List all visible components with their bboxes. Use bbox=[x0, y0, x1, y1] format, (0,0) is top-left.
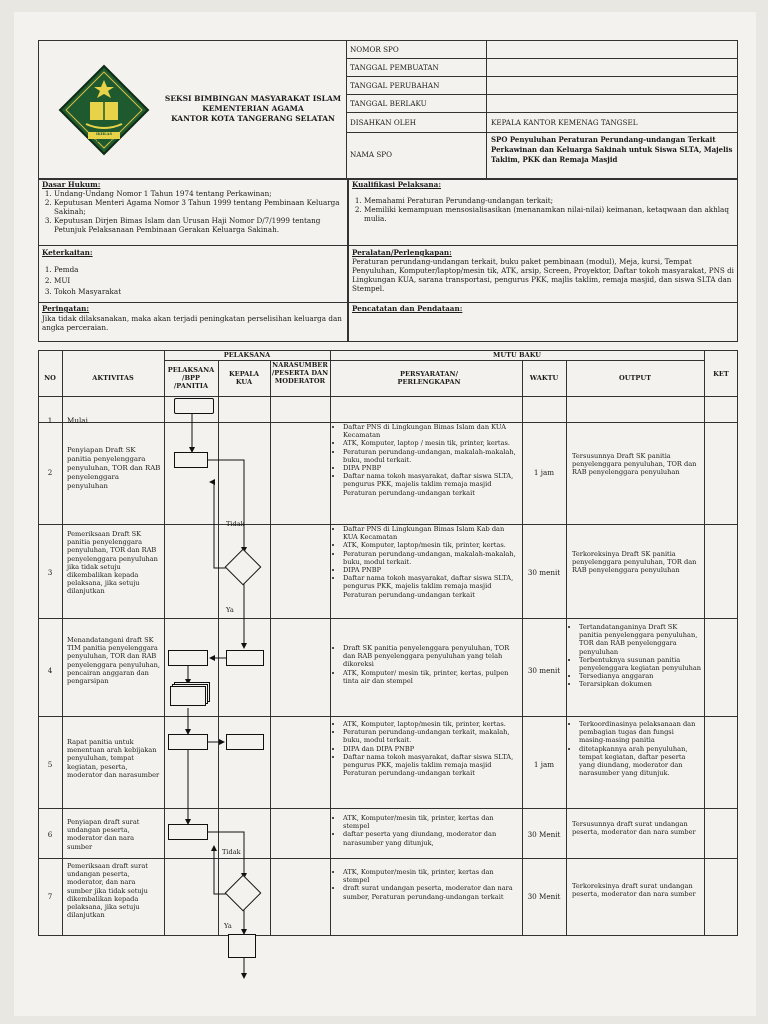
persyaratan-item: • ATK, Komputer/mesin tik, printer, kertas dan stempel bbox=[343, 868, 520, 884]
row-aktivitas: Menandatangani draft SK TIM panitia penyelenggara penyuluhan, TOR dan RAB penyelenggara penyuluhan, pencairan anggaran dan pengarsipan bbox=[67, 636, 161, 686]
pencatatan-title: Pencatatan dan Pendataan: bbox=[352, 304, 463, 313]
peringatan-text: Jika tidak dilaksanakan, maka akan terjadi peningkatan perselisihan keluarga dan angka perceraian. bbox=[42, 314, 342, 332]
output-item: • Terbentuknya susunan panitia penyelenggara kegiatan penyuluhan bbox=[579, 656, 702, 672]
field-label-nama-spo: NAMA SPO bbox=[350, 150, 392, 159]
row-no: 5 bbox=[47, 760, 53, 769]
kualifikasi-item: 2. Memiliki kemampuan mensosialisasikan (menanamkan nilai-nilai) keimanan, ketaqwaan dan akhlaq mulia. bbox=[364, 205, 732, 223]
field-label-tanggal-perubahan: TANGGAL PERUBAHAN bbox=[350, 81, 440, 90]
keterkaitan-title: Keterkaitan: bbox=[42, 248, 93, 257]
org-line-2: KEMENTERIAN AGAMA bbox=[202, 104, 304, 113]
header-aktivitas: AKTIVITAS bbox=[92, 374, 134, 382]
persyaratan-item: • DIPA PNBP bbox=[343, 464, 520, 472]
flow-process-box bbox=[168, 650, 208, 666]
kualifikasi-title: Kualifikasi Pelaksana: bbox=[352, 180, 441, 189]
row-no: 3 bbox=[47, 568, 53, 577]
row-waktu: 30 menit bbox=[527, 568, 561, 577]
header-ket: KET bbox=[713, 370, 729, 378]
row-no: 6 bbox=[47, 830, 53, 839]
header-kepala-kua: KEPALA KUA bbox=[228, 370, 260, 387]
dasar-hukum-title: Dasar Hukum: bbox=[42, 180, 101, 189]
field-value-nama-spo: SPO Penyuluhan Peraturan Perundang-undangan Terkait Perkawinan dan Keluarga Sakinah untuk Siswa SLTA, Majelis Taklim, PKK dan Remaja Masjid bbox=[491, 135, 733, 164]
flow-process-box bbox=[228, 934, 256, 958]
field-value-disahkan-oleh: KEPALA KANTOR KEMENAG TANGSEL bbox=[491, 118, 638, 127]
persyaratan-item: • Daftar PNS di Lingkungan Bimas Islam Kab dan KUA Kecamatan bbox=[343, 525, 520, 541]
flow-process-box bbox=[168, 734, 208, 750]
persyaratan-item: • draft surat undangan peserta, moderator dan nara sumber, Peraturan perundang-undangan terkait bbox=[343, 884, 520, 900]
org-line-1: SEKSI BIMBINGAN MASYARAKAT ISLAM bbox=[164, 94, 342, 103]
row-waktu: 30 Menit bbox=[527, 830, 561, 839]
header-output: OUTPUT bbox=[618, 374, 652, 382]
flow-start-terminator bbox=[174, 398, 214, 414]
persyaratan-item: • ATK, Komputer/ mesin tik, printer, kertas, pulpen tinta air dan stempel bbox=[343, 669, 520, 685]
persyaratan-item: • DIPA dan DIPA PNBP bbox=[343, 745, 520, 753]
dasar-hukum-item: 2. Keputusan Menteri Agama Nomor 3 Tahun 1999 tentang Pembinaan Keluarga Sakinah; bbox=[54, 198, 344, 216]
header-narasumber: NARASUMBER /PESERTA DAN MODERATOR bbox=[271, 361, 329, 386]
row-output: Tersusunnya draft surat undangan peserta, moderator dan nara sumber bbox=[572, 820, 696, 837]
org-line-3: KANTOR KOTA TANGERANG SELATAN bbox=[171, 114, 335, 123]
header-waktu: WAKTU bbox=[529, 374, 559, 382]
flow-label-ya: Ya bbox=[224, 922, 232, 930]
logo-motto: IKHLAS BERAMAL bbox=[93, 132, 115, 143]
row-no: 2 bbox=[47, 468, 53, 477]
row-aktivitas: Penyiapan Draft SK panitia penyelenggara penyuluhan, TOR dan RAB penyelenggara penyuluhan bbox=[67, 446, 161, 490]
persyaratan-item: • Peraturan perundang-undangan, makalah-makalah, buku, modul terkait. bbox=[343, 448, 520, 464]
dasar-hukum-item: 1. Undang-Undang Nomor 1 Tahun 1974 tentang Perkawinan; bbox=[54, 189, 344, 198]
output-item: • Tertandatanganinya Draft SK panitia penyelenggara penyuluhan, TOR dan RAB penyelenggara penyuluhan bbox=[579, 623, 702, 656]
persyaratan-item: • DIPA PNBP bbox=[343, 566, 520, 574]
row-aktivitas: Rapat panitia untuk menentuan arah kebijakan penyuluhan, tempat kegiatan, peserta, moderator dan narasumber bbox=[67, 738, 160, 779]
row-output: Terkoreksinya draft surat undangan peserta, moderator dan nara sumber bbox=[572, 882, 696, 899]
header-pelaksana: PELAKSANA /BPP /PANITIA bbox=[167, 366, 215, 391]
row-aktivitas: Pemeriksaan draft surat undangan peserta, moderator, dan nara sumber jika tidak setuju dikembalikan kepada pelaksana, jika setuju dilanjutkan bbox=[67, 862, 148, 920]
row-waktu: 30 Menit bbox=[527, 892, 561, 901]
row-aktivitas: Penyiapan draft surat undangan peserta, moderator dan nara sumber bbox=[67, 818, 140, 851]
keterkaitan-item: 1. Pemda bbox=[54, 264, 342, 275]
row-aktivitas: Pemeriksaan Draft SK panitia penyelenggara penyuluhan, TOR dan RAB penyelenggara penyuluhan jika tidak setuju dikembalikan kepada pelaksana, jika setuju dilanjutkan bbox=[67, 530, 158, 596]
persyaratan-item: • Daftar nama tokoh masyarakat, daftar siswa SLTA, pengurus PKK, majelis taklim remaja masjid Peraturan perundang-undangan terkait bbox=[343, 472, 520, 497]
flowchart-connectors bbox=[14, 12, 756, 1016]
output-item: • Tersedianya anggaran bbox=[579, 672, 702, 680]
row-no: 7 bbox=[47, 892, 53, 901]
flow-label-tidak: Tidak bbox=[222, 848, 241, 856]
persyaratan-item: • Daftar nama tokoh masyarakat, daftar siswa SLTA, pengurus PKK, majelis taklim remaja masjid Peraturan perundang-undangan terkait bbox=[343, 753, 520, 778]
peralatan-text: Peraturan perundang-undangan terkait, buku paket pembinaan (modul), Meja, kursi, Tempat Penyuluhan, Komputer/laptop/mesin tik, ATK, arsip, Screen, Proyektor, Daftar tokoh masyarakat, PNS di Lingkungan KUA, sarana transportasi, pengurus PKK, majlis taklim, remaja masjid, dan siswa SLTA dan Stempel. bbox=[352, 257, 734, 293]
row-aktivitas: Mulai bbox=[67, 416, 88, 425]
persyaratan-item: • ATK, Komputer, laptop/mesin tik, printer, kertas. bbox=[343, 720, 520, 728]
row-output: Terkoreksinya Draft SK panitia penyelenggara penyuluhan, TOR dan RAB penyelenggara penyuluhan bbox=[572, 550, 697, 575]
header-persyaratan: PERSYARATAN/ PERLENGKAPAN bbox=[397, 370, 461, 387]
flow-label-tidak: Tidak bbox=[226, 520, 245, 528]
output-item: • Terarsipkan dokumen bbox=[579, 680, 702, 688]
row-waktu: 1 jam bbox=[533, 760, 555, 769]
persyaratan-item: • Peraturan perundang-undangan terkait, makalah, buku, modul terkait. bbox=[343, 728, 520, 744]
peringatan-title: Peringatan: bbox=[42, 304, 90, 313]
output-item: • ditetapkannya arah penyuluhan, tempat kegiatan, daftar peserta yang diundang, moderator dan narasumber yang ditunjuk. bbox=[579, 745, 702, 778]
header-group-pelaksana: PELAKSANA bbox=[223, 351, 271, 359]
flow-label-ya: Ya bbox=[226, 606, 234, 614]
persyaratan-item: • Peraturan perundang-undangan, makalah-makalah, buku, modul terkait. bbox=[343, 550, 520, 566]
persyaratan-item: • daftar peserta yang diundang, moderator dan narasumber yang ditunjuk, bbox=[343, 830, 520, 846]
dasar-hukum-item: 3. Keputusan Dirjen Bimas Islam dan Urusan Haji Nomor D/7/1999 tentang Petunjuk Pelaksanaan Pembinaan Gerakan Keluarga Sakinah. bbox=[54, 216, 344, 234]
field-label-tanggal-berlaku: TANGGAL BERLAKU bbox=[350, 99, 427, 108]
persyaratan-item: • Daftar nama tokoh masyarakat, daftar siswa SLTA, pengurus PKK, majelis taklim remaja masjid Peraturan perundang-undangan terkait bbox=[343, 574, 520, 599]
flow-process-box bbox=[168, 824, 208, 840]
persyaratan-item: • ATK, Komputer, laptop / mesin tik, printer, kertas. bbox=[343, 439, 520, 447]
row-no: 4 bbox=[47, 666, 53, 675]
row-no: 1 bbox=[47, 416, 53, 425]
field-label-disahkan-oleh: DISAHKAN OLEH bbox=[350, 118, 417, 127]
flow-process-box bbox=[174, 452, 208, 468]
persyaratan-item: • ATK, Komputer/mesin tik, printer, kertas dan stempel bbox=[343, 814, 520, 830]
flow-process-box bbox=[226, 650, 264, 666]
persyaratan-item: • Daftar PNS di Lingkungan Bimas Islam dan KUA Kecamatan bbox=[343, 423, 520, 439]
header-group-mutu-baku: MUTU BAKU bbox=[493, 351, 541, 359]
flow-process-box bbox=[226, 734, 264, 750]
flow-document-stack bbox=[170, 686, 206, 706]
header-no: NO bbox=[44, 374, 56, 382]
keterkaitan-item: 3. Tokoh Masyarakat bbox=[54, 286, 342, 297]
kualifikasi-item: 1. Memahami Peraturan Perundang-undangan terkait; bbox=[364, 196, 732, 205]
field-label-nomor-spo: NOMOR SPO bbox=[350, 45, 399, 54]
persyaratan-item: • ATK, Komputer, laptop/mesin tik, printer, kertas. bbox=[343, 541, 520, 549]
peralatan-title: Peralatan/Perlengkapan: bbox=[352, 248, 452, 257]
persyaratan-item: • Draft SK panitia penyelenggara penyuluhan, TOR dan RAB penyelenggara penyuluhan yang telah dikoreksi bbox=[343, 644, 520, 669]
row-waktu: 30 menit bbox=[527, 666, 561, 675]
keterkaitan-item: 2. MUI bbox=[54, 275, 342, 286]
row-output: Tersusunnya Draft SK panitia penyelenggara penyuluhan, TOR dan RAB penyelenggara penyuluhan bbox=[572, 452, 697, 477]
row-waktu: 1 jam bbox=[533, 468, 555, 477]
field-label-tanggal-pembuatan: TANGGAL PEMBUATAN bbox=[350, 63, 439, 72]
spo-document-page bbox=[14, 12, 756, 1016]
output-item: • Terkoordinasinya pelaksanaan dan pembagian tugas dan fungsi masing-masing panitia bbox=[579, 720, 702, 745]
